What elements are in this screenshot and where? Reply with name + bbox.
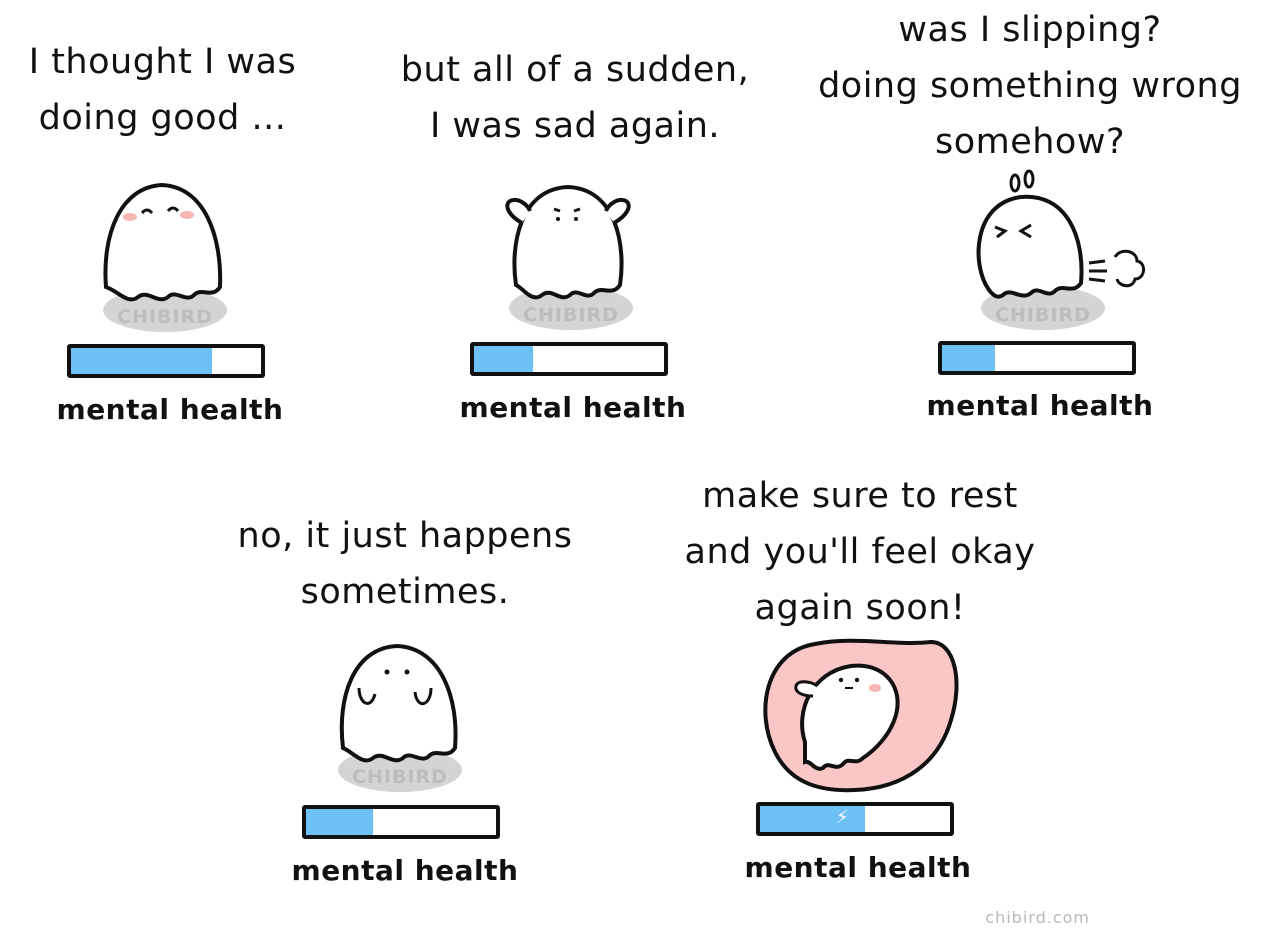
mental-health-bar bbox=[67, 344, 265, 378]
blush-left bbox=[123, 213, 137, 221]
puff-cloud-icon bbox=[1115, 251, 1144, 286]
eye-dot bbox=[839, 678, 843, 682]
bar-fill bbox=[71, 348, 212, 374]
shadow-text: CHIBIRD bbox=[995, 304, 1091, 326]
ghost-calm-illustration bbox=[327, 638, 477, 798]
caption-line: doing good ... bbox=[38, 98, 287, 138]
caption-line: and you'll feel okay bbox=[684, 532, 1036, 572]
ghost-body bbox=[342, 646, 456, 760]
bar-label: mental health bbox=[926, 389, 1154, 422]
shadow-text: CHIBIRD bbox=[117, 306, 213, 328]
eye-dot bbox=[855, 678, 859, 682]
caption-line: was I slipping? bbox=[898, 10, 1162, 50]
caption-line: but all of a sudden, bbox=[400, 50, 750, 90]
blush bbox=[869, 684, 881, 692]
ghost-body bbox=[105, 185, 220, 299]
bar-label: mental health bbox=[56, 393, 284, 426]
shadow-text: CHIBIRD bbox=[352, 766, 448, 788]
bar-label: mental health bbox=[291, 854, 519, 887]
motion-lines bbox=[1089, 261, 1107, 281]
caption-panel-2 bbox=[365, 42, 785, 154]
caption-line: make sure to rest bbox=[702, 476, 1018, 516]
ghost-body bbox=[979, 197, 1082, 297]
caption-line: no, it just happens bbox=[237, 516, 573, 556]
eye-left-sad bbox=[554, 209, 560, 211]
ghost-resting-beanbag-illustration bbox=[755, 632, 965, 797]
blush-right bbox=[180, 211, 194, 219]
mental-health-bar bbox=[470, 342, 668, 376]
eye-right-sad bbox=[574, 209, 580, 211]
mental-health-bar bbox=[938, 341, 1136, 375]
bar-fill bbox=[474, 346, 533, 372]
caption-line: sometimes. bbox=[300, 572, 510, 612]
caption-panel-1 bbox=[0, 34, 325, 146]
caption-line: doing something wrong bbox=[818, 66, 1242, 106]
charging-bolt-icon: ⚡ bbox=[836, 807, 849, 828]
eye-dot bbox=[574, 217, 578, 221]
mental-health-bar bbox=[756, 802, 954, 836]
eye-dot bbox=[385, 670, 390, 675]
bar-fill bbox=[942, 345, 995, 371]
caption-panel-5 bbox=[650, 468, 1070, 636]
caption-line: I was sad again. bbox=[429, 106, 721, 146]
ghost-sad-illustration bbox=[496, 175, 646, 335]
ghost-body bbox=[514, 187, 621, 297]
arm-raised bbox=[796, 682, 817, 696]
bar-label: mental health bbox=[744, 851, 972, 884]
sweat-drop-icon bbox=[1025, 171, 1033, 187]
eye-dot bbox=[556, 217, 560, 221]
caption-line: again soon! bbox=[754, 588, 966, 628]
caption-panel-3 bbox=[805, 2, 1255, 170]
bar-fill bbox=[760, 806, 865, 832]
shadow-text: CHIBIRD bbox=[523, 304, 619, 326]
watermark: chibird.com bbox=[985, 908, 1090, 927]
mental-health-bar bbox=[302, 805, 500, 839]
ghost-distressed-illustration bbox=[965, 165, 1155, 335]
caption-line: somehow? bbox=[934, 122, 1126, 162]
caption-line: I thought I was bbox=[28, 42, 297, 82]
eye-dot bbox=[405, 670, 410, 675]
sweat-drop-icon bbox=[1011, 175, 1019, 191]
bar-label: mental health bbox=[459, 391, 687, 424]
caption-panel-4 bbox=[200, 508, 610, 620]
bar-fill bbox=[306, 809, 373, 835]
ghost-content-illustration bbox=[92, 175, 242, 335]
